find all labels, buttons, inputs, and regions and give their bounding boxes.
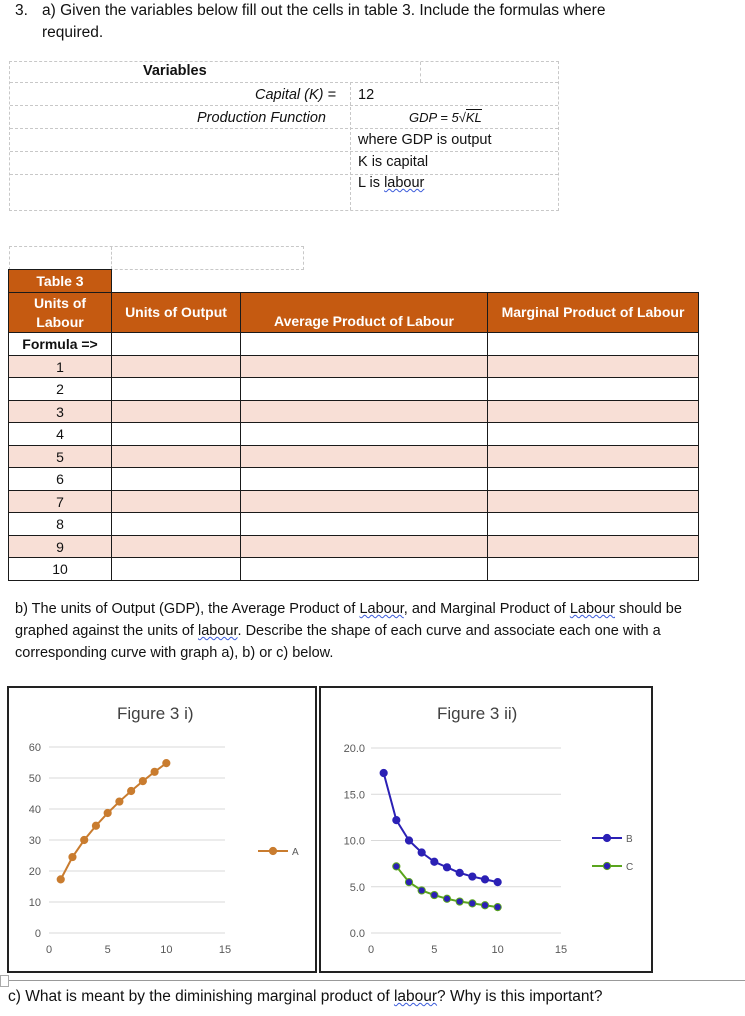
data-point-A [81,836,88,843]
x-tick-label: 5 [104,944,111,956]
labour-cell: 10 [9,558,112,581]
qc-text-1: c) What is meant by the diminishing marginal product of [8,988,394,1005]
where-gdp: where GDP is output [358,132,492,148]
data-point-A [69,853,76,860]
data-point-C [431,891,438,898]
data-point-C [481,902,488,909]
figure-3i [7,686,317,973]
mpl-cell[interactable] [488,468,699,491]
data-point-A [128,787,135,794]
apl-cell[interactable] [241,558,488,581]
labour-cell: 7 [9,491,112,513]
apl-cell[interactable] [241,491,488,513]
formula-mpl-cell[interactable] [488,333,699,356]
capital-value: 12 [358,87,375,103]
y-tick-label: 0 [34,928,41,940]
where-l-prefix: L is [358,175,385,191]
apl-cell[interactable] [241,356,488,378]
table-3-title: Table 3 [9,270,112,293]
question-a-line2: required. [42,24,104,41]
y-tick-label: 30 [28,835,41,847]
qc-text-2: ? Why is this important? [437,988,603,1005]
legend-label-C: C [626,862,634,873]
mpl-cell[interactable] [488,446,699,468]
data-point-C [418,887,425,894]
legend-marker-C [603,862,610,869]
apl-cell[interactable] [241,378,488,401]
data-point-C [456,898,463,905]
y-tick-label: 60 [28,742,41,754]
mpl-cell[interactable] [488,558,699,581]
mpl-cell[interactable] [488,378,699,401]
output-cell[interactable] [112,468,241,491]
y-tick-label: 15.0 [343,789,365,802]
mpl-cell[interactable] [488,491,699,513]
labour-cell: 1 [9,356,112,378]
labour-cell: 4 [9,423,112,446]
data-point-C [405,879,412,886]
labour-cell: 9 [9,536,112,558]
apl-cell[interactable] [241,468,488,491]
formula-radicand: KL [465,110,482,125]
y-tick-label: 5.0 [349,881,365,894]
question-b [15,598,715,664]
data-point-B [443,864,450,871]
x-tick-label: 15 [554,944,568,956]
mpl-cell[interactable] [488,536,699,558]
y-tick-label: 10 [28,897,41,909]
y-tick-label: 20 [28,866,41,878]
capital-label: Capital (K) = [255,87,336,103]
data-point-C [393,863,400,870]
labour-cell: 3 [9,401,112,423]
qc-word-1: labour [393,988,438,1005]
qb-text-2: , and Marginal Product of [403,601,570,617]
legend-marker-B [603,834,610,841]
data-point-B [481,876,488,883]
figure-3ii-title: Figure 3 ii) [437,704,518,723]
variables-header: Variables [143,63,207,79]
header-average-product: Average Product of Labour [241,293,488,333]
data-point-B [456,869,463,876]
data-point-B [380,769,387,776]
apl-cell[interactable] [241,536,488,558]
qb-text-3: should be graphed against the units of [15,601,682,639]
header-units-output: Units of Output [112,293,241,333]
labour-cell: 5 [9,446,112,468]
x-tick-label: 0 [367,944,375,956]
series-line-A [61,763,167,879]
output-cell[interactable] [112,558,241,581]
question-number: 3. [15,2,28,19]
data-point-C [469,900,476,907]
figure-3i-title: Figure 3 i) [117,704,194,723]
data-point-B [494,879,501,886]
qb-word-1: Labour [359,601,404,617]
where-l-word: labour [384,175,425,191]
apl-cell[interactable] [241,401,488,423]
table-3 [8,269,699,581]
y-tick-label: 50 [28,773,41,785]
output-cell[interactable] [112,356,241,378]
data-point-A [116,798,123,805]
data-point-C [443,895,450,902]
output-cell[interactable] [112,446,241,468]
x-tick-label: 0 [45,944,53,956]
mpl-cell[interactable] [488,356,699,378]
qb-word-3: labour [198,623,238,639]
formula-output-cell[interactable] [112,333,241,356]
labour-cell: 8 [9,513,112,536]
where-l [358,175,424,191]
mpl-cell[interactable] [488,423,699,446]
data-point-A [104,809,111,816]
formula-row-label: Formula => [9,333,112,356]
data-point-B [405,837,412,844]
data-point-A [151,768,158,775]
x-tick-label: 10 [160,944,173,956]
y-tick-label: 20.0 [343,743,365,755]
figure-3i-chart [9,688,315,971]
data-point-B [431,858,438,865]
page-corner-marker [0,975,9,987]
y-tick-label: 10.0 [343,835,365,848]
question-a-line1: a) Given the variables below fill out the cells in table 3. Include the formulas where [42,2,606,19]
qb-text-1: b) The units of Output (GDP), the Average Product of [15,601,360,617]
series-line-B [384,773,498,882]
output-cell[interactable] [112,423,241,446]
qb-text-4: . Describe the shape of each curve and associate each one with a corresponding curve with graph a), b) or c) below. [15,623,661,661]
header-marginal-product: Marginal Product of Labour [488,293,699,333]
figure-3ii-chart [321,688,651,971]
question-c [8,988,602,1006]
data-point-A [163,760,170,767]
legend-marker-A [269,847,276,854]
data-point-B [393,817,400,824]
output-cell[interactable] [112,513,241,536]
x-tick-label: 15 [218,944,232,956]
mpl-cell[interactable] [488,513,699,536]
formula-apl-cell[interactable] [241,333,488,356]
blank-cells [9,246,304,270]
output-cell[interactable] [112,491,241,513]
apl-cell[interactable] [241,423,488,446]
y-tick-label: 0.0 [349,928,365,940]
data-point-A [92,822,99,829]
y-tick-label: 40 [28,804,41,816]
formula-lhs: GDP = 5 [409,110,459,125]
divider [0,980,745,981]
production-formula: GDP = 5√KL [409,110,482,125]
x-tick-label: 10 [491,944,504,956]
data-point-B [418,849,425,856]
data-point-A [139,778,146,785]
legend-label-A: A [292,847,299,858]
labour-cell: 6 [9,468,112,491]
output-cell[interactable] [112,536,241,558]
production-function-label: Production Function [197,110,326,126]
data-point-C [494,904,501,911]
apl-cell[interactable] [241,446,488,468]
x-tick-label: 5 [431,944,438,956]
qb-word-2: Labour [569,601,615,617]
data-point-A [57,876,64,883]
apl-cell[interactable] [241,513,488,536]
legend-label-B: B [626,834,633,845]
where-k: K is capital [358,154,429,170]
header-units-labour: Units of Labour [9,293,112,333]
data-point-B [469,873,476,880]
mpl-cell[interactable] [488,401,699,423]
figure-3ii [319,686,653,973]
output-cell[interactable] [112,401,241,423]
output-cell[interactable] [112,378,241,401]
labour-cell: 2 [9,378,112,401]
